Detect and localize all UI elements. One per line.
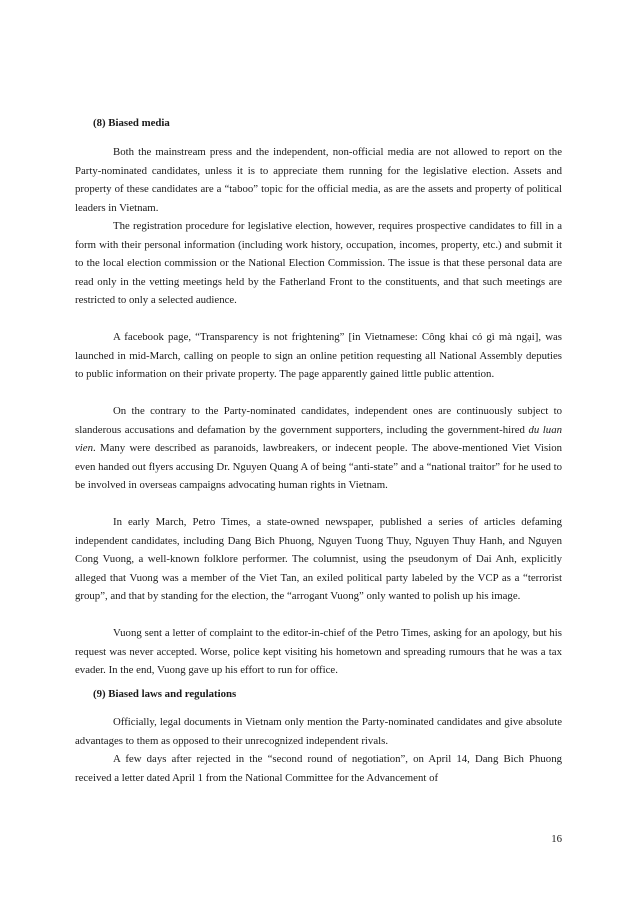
paragraph-vuong-complaint: Vuong sent a letter of complaint to the editor-in-chief of the Petro Times, asking for an apology, but his request was never accepted. Worse, police kept visiting his hometown and spreading rumours that he was a tax evader. In the end, Vuong gave up his effort to run for office.: [75, 627, 562, 677]
paragraph-registration-procedure: The registration procedure for legislative election, however, requires prospective candidates to fill in a form with their personal information (including work history, occupation, incomes, property, etc.) and submit it to the local election commission or the National Election Commission. The issue is that these personal data are read only in the vetting meetings held by the Fatherland Front to the constituents, and that such meetings are restricted to only a selected audience.: [75, 220, 562, 307]
italic-term: du luan vien: [75, 423, 562, 455]
paragraph-petro-times: In early March, Petro Times, a state-owned newspaper, published a series of articles defaming independent candidates, including Dang Bich Phuong, Nguyen Tuong Thuy, Nguyen Thuy Hanh, and Nguyen Cong Vuong, a well-known folklore performer. The columnist, using the pseudonym of Dai Anh, explicitly alleged that Vuong was a member of the Viet Tan, an exiled political party labeled by the VCP as a “terrorist group”, and that by standing for the election, the “arrogant Vuong” only wanted to polish up his image.: [75, 516, 562, 603]
paragraph-dang-bich-phuong: A few days after rejected in the “second round of negotiation”, on April 14, Dang Bich Phuong received a letter dated April 1 from the National Committee for the Advancement of: [75, 753, 562, 784]
section-heading-biased-media: (8) Biased media: [93, 117, 170, 129]
page-number: 16: [551, 833, 562, 845]
paragraph-legal-documents: Officially, legal documents in Vietnam only mention the Party-nominated candidates and give absolute advantages to them as opposed to their unrecognized independent rivals.: [75, 716, 562, 747]
section-heading-biased-laws: (9) Biased laws and regulations: [93, 688, 237, 700]
paragraph-media-restrictions: Both the mainstream press and the independent, non-official media are not allowed to report on the Party-nominated candidates, unless it is to appreciate them running for the legislative election. Assets and property of these candidates are a “taboo” topic for the official media, as are the assets and property of political leaders in Vietnam.: [75, 146, 562, 214]
paragraph-text-start: On the contrary to the Party-nominated candidates, independent ones are continuously subject to slanderous accusations and defamation by the government supporters, including the government-hired: [75, 405, 562, 436]
paragraph-text-end: . Many were described as paranoids, lawbreakers, or indecent people. The above-mentioned Viet Vision even handed out flyers accusing Dr. Nguyen Quang A of being “anti-state” and a “national traitor” for he used to be involved in overseas campaigns advocating human rights in Vietnam.: [75, 442, 562, 492]
paragraph-facebook-page: A facebook page, “Transparency is not frightening” [in Vietnamese: Công khai có gì mà ngại], was launched in mid-March, calling on people to sign an online petition requesting all National Assembly deputies to public information on their private property. The page apparently gained little public attention.: [75, 331, 562, 381]
paragraph-independent-candidates: [75, 402, 562, 495]
